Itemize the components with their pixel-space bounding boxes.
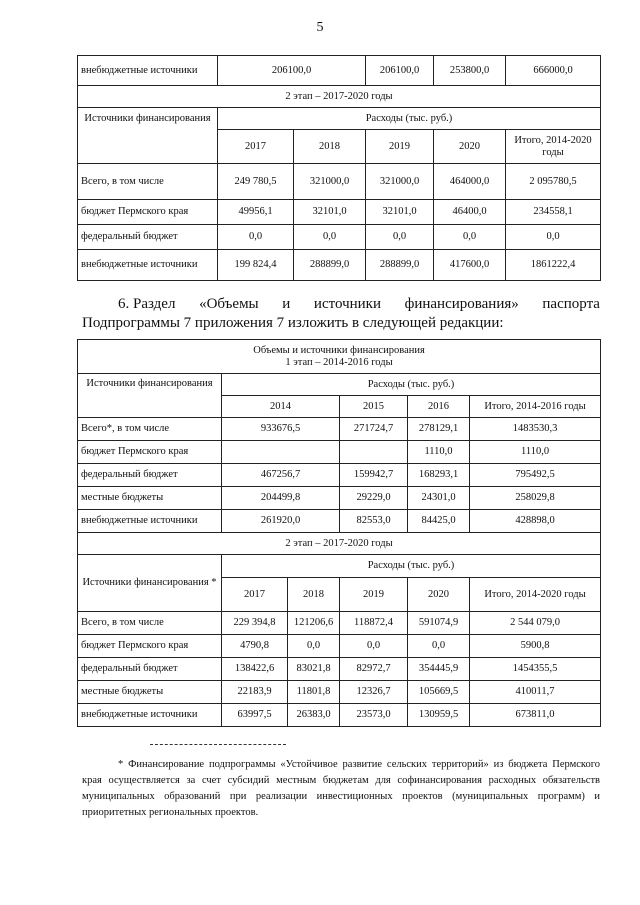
cell: 258029,8 — [470, 487, 601, 510]
cell: 2 544 079,0 — [470, 612, 601, 635]
section-paragraph — [82, 295, 600, 333]
cell: 4790,8 — [222, 635, 288, 658]
row-label: внебюджетные источники — [78, 510, 222, 533]
cell — [340, 441, 408, 464]
cell: 0,0 — [288, 635, 340, 658]
cell: 204499,8 — [222, 487, 340, 510]
financing-table-part-2 — [77, 339, 601, 727]
cell: 82972,7 — [340, 658, 408, 681]
table-title-line: 1 этап – 2014-2016 годы — [285, 356, 393, 368]
paragraph-line: Подпрограммы 7 приложения 7 изложить в следующей редакции: — [82, 315, 504, 331]
paragraph-word: «Объемы — [199, 296, 259, 312]
cell: 49956,1 — [218, 200, 294, 225]
cell: 83021,8 — [288, 658, 340, 681]
cell: 410011,7 — [470, 681, 601, 704]
row-label: местные бюджеты — [78, 487, 222, 510]
stage-title: 2 этап – 2017-2020 годы — [78, 86, 601, 108]
table-row — [78, 225, 601, 250]
cell: 795492,5 — [470, 464, 601, 487]
row-label: внебюджетные источники — [78, 250, 218, 281]
year-header: 2017 — [222, 578, 288, 612]
cell: 105669,5 — [408, 681, 470, 704]
cell: 0,0 — [434, 225, 506, 250]
cell: 428898,0 — [470, 510, 601, 533]
row-label: Всего*, в том числе — [78, 418, 222, 441]
cell: 130959,5 — [408, 704, 470, 727]
cell: 1483530,3 — [470, 418, 601, 441]
cell: 417600,0 — [434, 250, 506, 281]
paragraph-word: и — [282, 296, 291, 312]
cell: 288899,0 — [294, 250, 366, 281]
year-header: 2020 — [408, 578, 470, 612]
year-header: 2019 — [366, 130, 434, 164]
cell: 229 394,8 — [222, 612, 288, 635]
paragraph-word: финансирования» — [404, 296, 519, 312]
row-label: местные бюджеты — [78, 681, 222, 704]
paragraph-word: 6. Раздел — [118, 296, 176, 312]
year-header: 2015 — [340, 396, 408, 418]
cell: 288899,0 — [366, 250, 434, 281]
cell: 0,0 — [340, 635, 408, 658]
table-title — [78, 340, 601, 374]
paragraph-word: источники — [313, 296, 381, 312]
paragraph-word: паспорта — [542, 296, 600, 312]
year-header: 2016 — [408, 396, 470, 418]
table-title-line: Объемы и источники финансирования — [253, 344, 425, 356]
cell: 199 824,4 — [218, 250, 294, 281]
cell: 0,0 — [294, 225, 366, 250]
expenses-header: Расходы (тыс. руб.) — [222, 374, 601, 396]
cell: 159942,7 — [340, 464, 408, 487]
year-header: 2020 — [434, 130, 506, 164]
cell: 354445,9 — [408, 658, 470, 681]
sources-header: Источники финансирования * — [78, 555, 222, 612]
row-label: Всего, в том числе — [78, 612, 222, 635]
cell: 673811,0 — [470, 704, 601, 727]
cell: 1861222,4 — [506, 250, 601, 281]
row-label: внебюджетные источники — [78, 56, 218, 86]
cell: 5900,8 — [470, 635, 601, 658]
row-label: бюджет Пермского края — [78, 200, 218, 225]
title-row — [78, 340, 601, 374]
cell — [222, 441, 340, 464]
table-row — [78, 635, 601, 658]
year-header: 2018 — [288, 578, 340, 612]
table-row — [78, 704, 601, 727]
cell: 666000,0 — [506, 56, 601, 86]
table-row — [78, 418, 601, 441]
stage-row — [78, 533, 601, 555]
cell: 467256,7 — [222, 464, 340, 487]
expenses-header: Расходы (тыс. руб.) — [222, 555, 601, 578]
cell: 118872,4 — [340, 612, 408, 635]
cell: 1110,0 — [470, 441, 601, 464]
header-row — [78, 555, 601, 578]
row-label: Всего, в том числе — [78, 164, 218, 200]
cell: 321000,0 — [294, 164, 366, 200]
table-row — [78, 612, 601, 635]
table-row — [78, 658, 601, 681]
row-label: бюджет Пермского края — [78, 441, 222, 464]
row-label: федеральный бюджет — [78, 658, 222, 681]
stage-row — [78, 86, 601, 108]
cell: 206100,0 — [366, 56, 434, 86]
table-row — [78, 681, 601, 704]
cell: 253800,0 — [434, 56, 506, 86]
cell: 2 095780,5 — [506, 164, 601, 200]
table-row — [78, 250, 601, 281]
stage-title: 2 этап – 2017-2020 годы — [78, 533, 601, 555]
cell: 84425,0 — [408, 510, 470, 533]
table-row — [78, 56, 601, 86]
year-header: Итого, 2014-2020 годы — [506, 130, 601, 164]
cell: 22183,9 — [222, 681, 288, 704]
cell: 32101,0 — [294, 200, 366, 225]
cell: 261920,0 — [222, 510, 340, 533]
page-number: 5 — [316, 20, 324, 35]
row-label: внебюджетные источники — [78, 704, 222, 727]
table-row — [78, 487, 601, 510]
cell: 591074,9 — [408, 612, 470, 635]
table-row — [78, 164, 601, 200]
sources-header: Источники финансирования — [78, 374, 222, 418]
row-label: федеральный бюджет — [78, 464, 222, 487]
cell: 1454355,5 — [470, 658, 601, 681]
cell: 0,0 — [408, 635, 470, 658]
cell: 121206,6 — [288, 612, 340, 635]
sources-header: Источники финансирования — [78, 108, 218, 164]
year-header: 2014 — [222, 396, 340, 418]
cell: 11801,8 — [288, 681, 340, 704]
financing-table-part-1 — [77, 55, 601, 281]
cell: 1110,0 — [408, 441, 470, 464]
cell: 933676,5 — [222, 418, 340, 441]
year-header: 2019 — [340, 578, 408, 612]
cell: 82553,0 — [340, 510, 408, 533]
table-row — [78, 464, 601, 487]
cell: 46400,0 — [434, 200, 506, 225]
footnote: * Финансирование подпрограммы «Устойчивое развитие сельских территорий» из бюджета Пермского края осуществляется за счет субсидий местным бюджетам для софинансирования расходных обязательств муниципальных образований при реализации инвестиционных проектов (муниципальных программ) и приоритетных региональных проектов. — [82, 759, 600, 818]
year-header: Итого, 2014-2020 годы — [470, 578, 601, 612]
table-row — [78, 510, 601, 533]
footnote-separator — [150, 744, 286, 745]
cell: 206100,0 — [218, 56, 366, 86]
cell: 0,0 — [506, 225, 601, 250]
cell: 249 780,5 — [218, 164, 294, 200]
year-header: Итого, 2014-2016 годы — [470, 396, 601, 418]
row-label: бюджет Пермского края — [78, 635, 222, 658]
year-header: 2018 — [294, 130, 366, 164]
header-row — [78, 108, 601, 130]
cell: 63997,5 — [222, 704, 288, 727]
header-row — [78, 374, 601, 396]
cell: 23573,0 — [340, 704, 408, 727]
year-header: 2017 — [218, 130, 294, 164]
cell: 0,0 — [218, 225, 294, 250]
row-label: федеральный бюджет — [78, 225, 218, 250]
cell: 321000,0 — [366, 164, 434, 200]
cell: 24301,0 — [408, 487, 470, 510]
cell: 278129,1 — [408, 418, 470, 441]
cell: 138422,6 — [222, 658, 288, 681]
cell: 32101,0 — [366, 200, 434, 225]
table-row — [78, 441, 601, 464]
expenses-header: Расходы (тыс. руб.) — [218, 108, 601, 130]
cell: 271724,7 — [340, 418, 408, 441]
cell: 464000,0 — [434, 164, 506, 200]
cell: 26383,0 — [288, 704, 340, 727]
cell: 0,0 — [366, 225, 434, 250]
table-row — [78, 200, 601, 225]
paragraph-line — [82, 295, 600, 314]
cell: 234558,1 — [506, 200, 601, 225]
cell: 12326,7 — [340, 681, 408, 704]
cell: 168293,1 — [408, 464, 470, 487]
cell: 29229,0 — [340, 487, 408, 510]
